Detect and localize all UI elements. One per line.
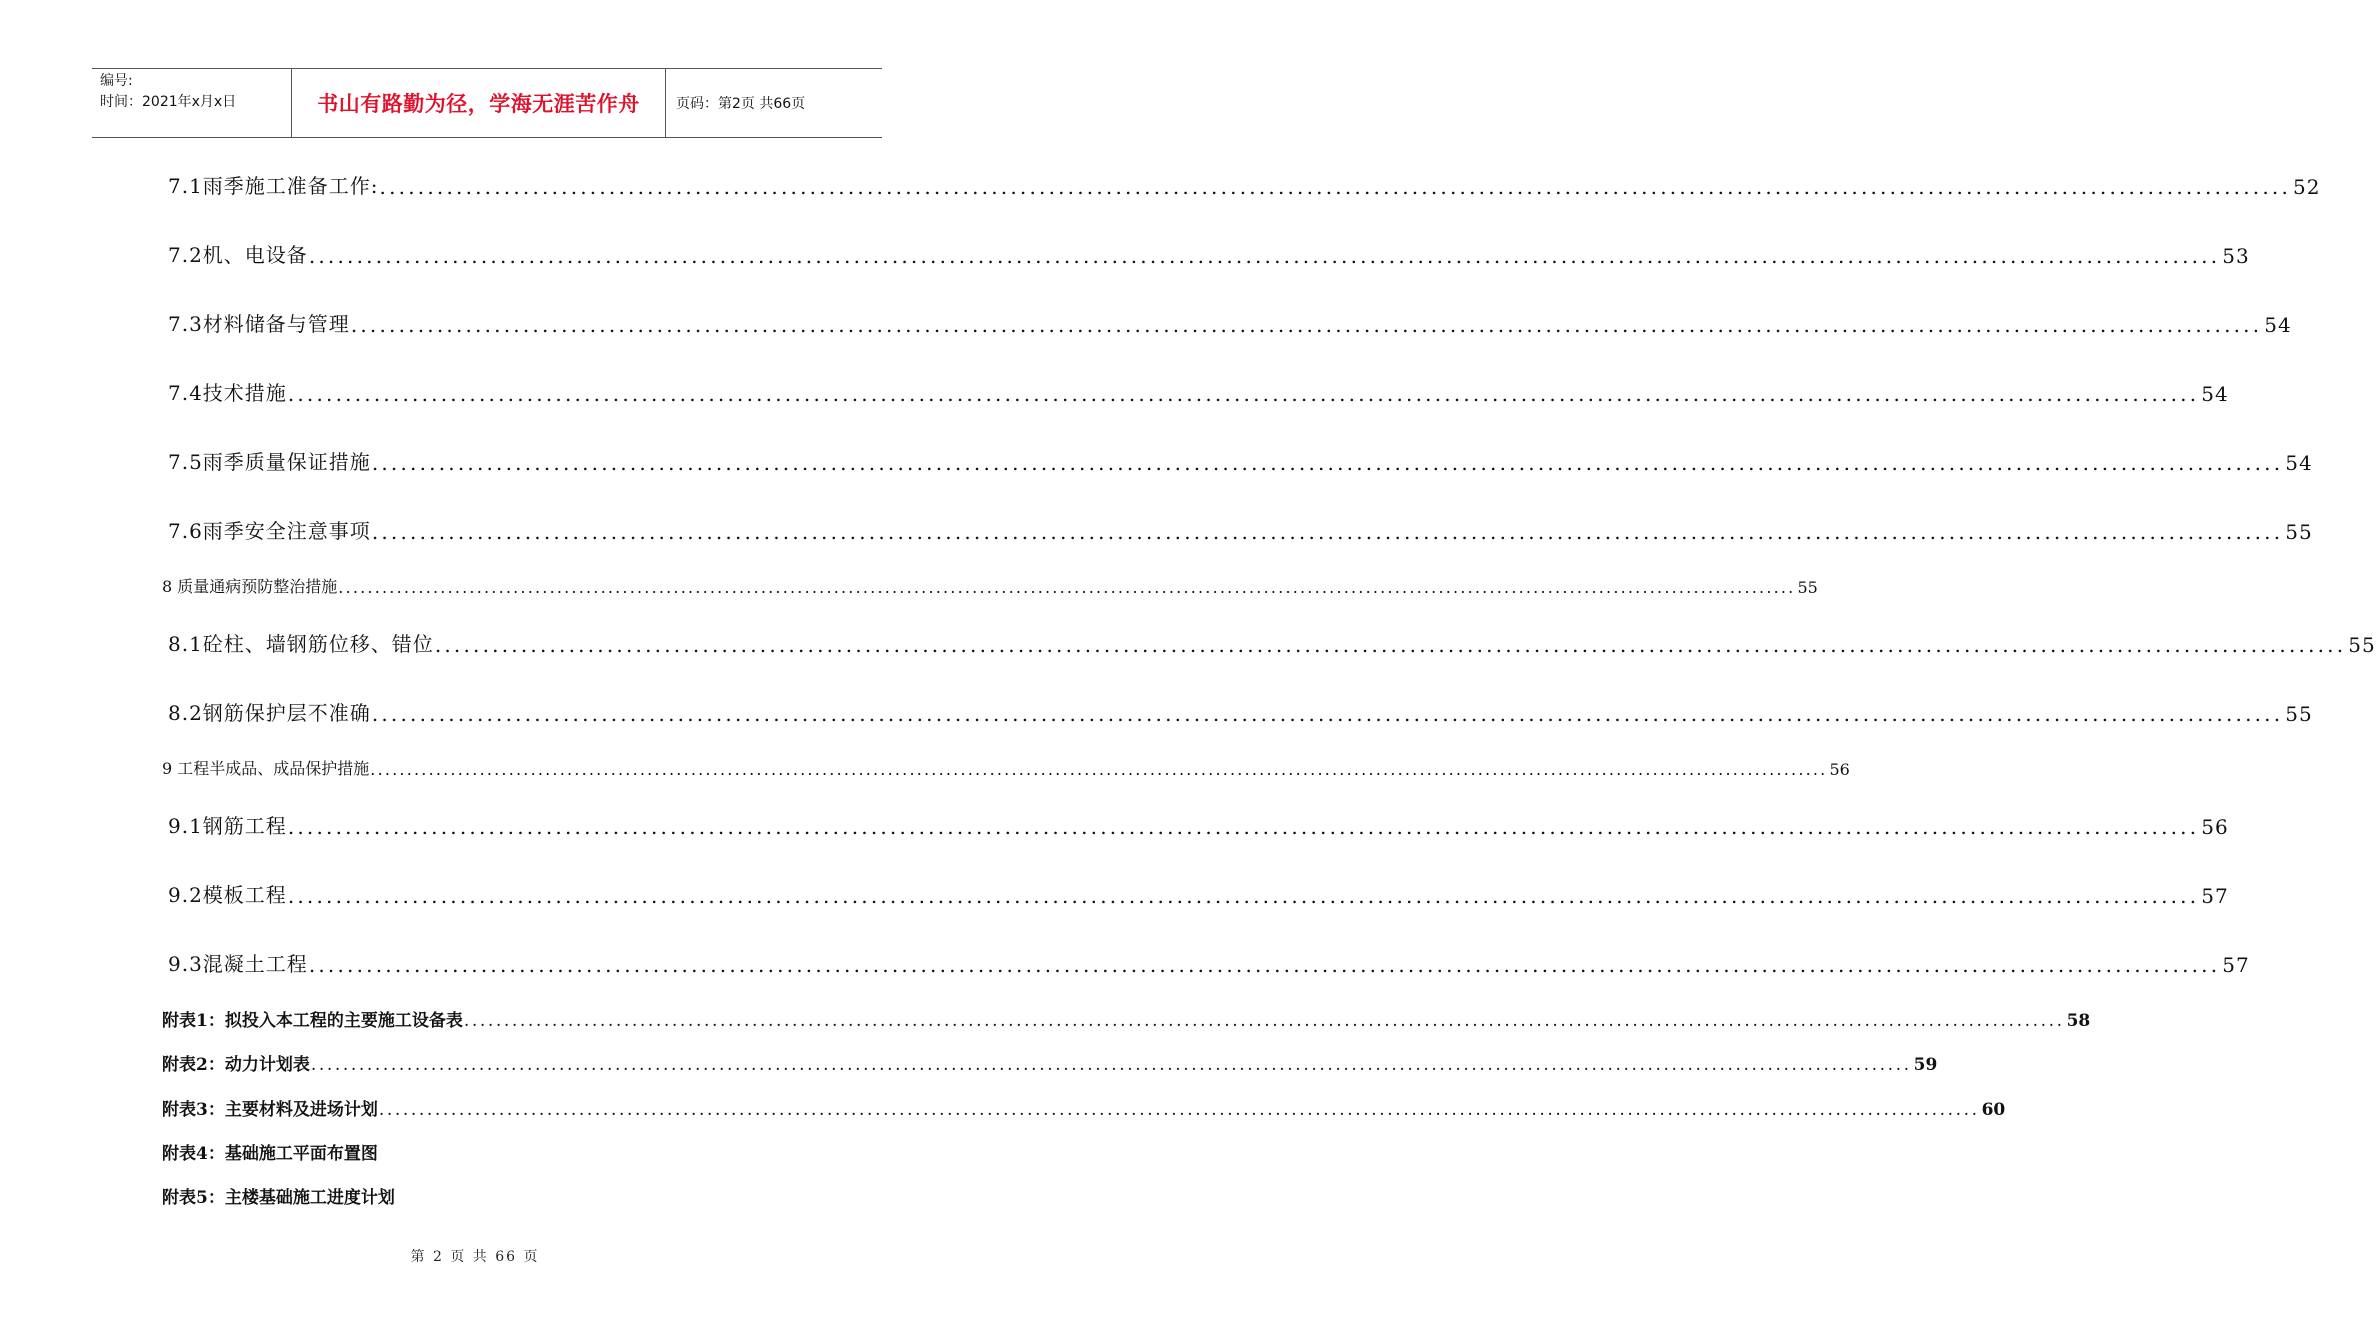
toc-entry-page: 59: [1913, 1055, 1938, 1075]
toc-entry-label: 7.2机、电设备: [168, 243, 308, 267]
toc-dot-leader: ........................................................................................................................................................................................................: [287, 815, 2200, 839]
toc-dot-leader: ........................................................................................................................................................................................................: [371, 451, 2284, 475]
toc-dot-leader: ........................................................................................................................................................................................................: [370, 760, 1828, 779]
toc-dot-leader: ........................................................................................................................................................................................................: [378, 1100, 1980, 1120]
toc-entry-page: 54: [2285, 451, 2313, 475]
toc-entry-label: 7.5雨季质量保证措施: [168, 450, 371, 474]
toc-entry[interactable]: [168, 170, 2321, 199]
page-footer: 第 2 页 共 66 页: [410, 1249, 540, 1265]
toc-dot-leader: ........................................................................................................................................................................................................: [287, 382, 2200, 406]
toc-entry-page: 55: [2285, 520, 2313, 544]
toc-entry-label: 7.3材料储备与管理: [168, 312, 350, 336]
header-page-label: 页码：第2页 共66页: [676, 96, 806, 112]
toc-dot-leader: ........................................................................................................................................................................................................: [463, 1011, 2065, 1031]
toc-entry-page: 58: [2066, 1011, 2091, 1031]
toc-entry-label: 7.6雨季安全注意事项: [168, 519, 371, 543]
toc-entry[interactable]: [168, 810, 2229, 839]
toc-entry-page: 55: [2348, 633, 2376, 657]
toc-entry-label: 8.2钢筋保护层不准确: [168, 701, 371, 725]
toc-entry-label: 附表3：主要材料及进场计划: [162, 1100, 378, 1120]
toc-dot-leader: ........................................................................................................................................................................................................: [308, 244, 2221, 268]
toc-entry-page: 60: [1981, 1100, 2006, 1120]
toc-entry-page: 53: [2222, 244, 2250, 268]
toc-entry-label: 9.3混凝土工程: [168, 952, 308, 976]
toc-entry-label: 9 工程半成品、成品保护措施: [162, 759, 370, 778]
toc-dot-leader: ........................................................................................................................................................................................................: [379, 175, 2292, 199]
toc-entry-label: 7.4技术措施: [168, 381, 287, 405]
toc-dot-leader: ........................................................................................................................................................................................................: [308, 953, 2221, 977]
toc-entry-label: 附表4：基础施工平面布置图: [162, 1144, 378, 1164]
toc-entry[interactable]: [168, 697, 2313, 726]
toc-entry-label: 附表1：拟投入本工程的主要施工设备表: [162, 1011, 463, 1031]
toc-entry[interactable]: [162, 1006, 2091, 1031]
toc-entry-page: 52: [2293, 175, 2321, 199]
toc-dot-leader: ........................................................................................................................................................................................................: [287, 884, 2200, 908]
toc-entry-page: 54: [2201, 382, 2229, 406]
number-label: 编号:: [100, 73, 133, 89]
toc-entry[interactable]: [162, 756, 1850, 779]
toc-entry[interactable]: [168, 879, 2229, 908]
toc-dot-leader: ........................................................................................................................................................................................................: [371, 702, 2284, 726]
toc-dot-leader: ........................................................................................................................................................................................................: [350, 313, 2263, 337]
toc-entry-label: 7.1雨季施工准备工作:: [168, 174, 379, 198]
toc-entry-label: 9.2模板工程: [168, 883, 287, 907]
toc-entry[interactable]: [168, 446, 2313, 475]
time-label: 时间：2021年x月x日: [100, 94, 237, 110]
toc-entry[interactable]: [168, 948, 2250, 977]
toc-entry-page: 55: [1797, 578, 1818, 597]
toc-entry-label: 9.1钢筋工程: [168, 814, 287, 838]
header-motto: 书山有路勤为径，学海无涯苦作舟: [292, 69, 666, 137]
toc-entry-page: 57: [2201, 884, 2229, 908]
toc-entry[interactable]: [168, 239, 2250, 268]
toc-entry[interactable]: [168, 628, 2376, 657]
toc-entry[interactable]: [162, 1139, 881, 1164]
toc-entry-page: 56: [1829, 760, 1850, 779]
header-meta: [92, 69, 292, 137]
toc-entry-page: 55: [2285, 702, 2313, 726]
toc-dot-leader: ........................................................................................................................................................................................................: [338, 578, 1796, 597]
page-header: [92, 68, 882, 138]
toc-entry-label: 附表2：动力计划表: [162, 1055, 310, 1075]
toc-entry[interactable]: [162, 1095, 2006, 1120]
toc-entry-label: 附表5：主楼基础施工进度计划: [162, 1188, 395, 1208]
toc-entry[interactable]: [168, 308, 2292, 337]
toc-entry[interactable]: [162, 1050, 1938, 1075]
toc-entry[interactable]: [168, 515, 2313, 544]
toc-dot-leader: ........................................................................................................................................................................................................: [310, 1055, 1912, 1075]
toc-entry[interactable]: [168, 377, 2229, 406]
toc-dot-leader: ........................................................................................................................................................................................................: [371, 520, 2284, 544]
toc-entry-page: 54: [2264, 313, 2292, 337]
toc-entry-label: 8.1砼柱、墙钢筋位移、错位: [168, 632, 434, 656]
toc-entry-label: 8 质量通病预防整治措施: [162, 577, 338, 596]
toc-entry-page: 57: [2222, 953, 2250, 977]
toc-entry[interactable]: [162, 1183, 881, 1208]
toc-entry[interactable]: [162, 574, 1818, 597]
toc-entry-page: 56: [2201, 815, 2229, 839]
toc-dot-leader: ........................................................................................................................................................................................................: [434, 633, 2347, 657]
